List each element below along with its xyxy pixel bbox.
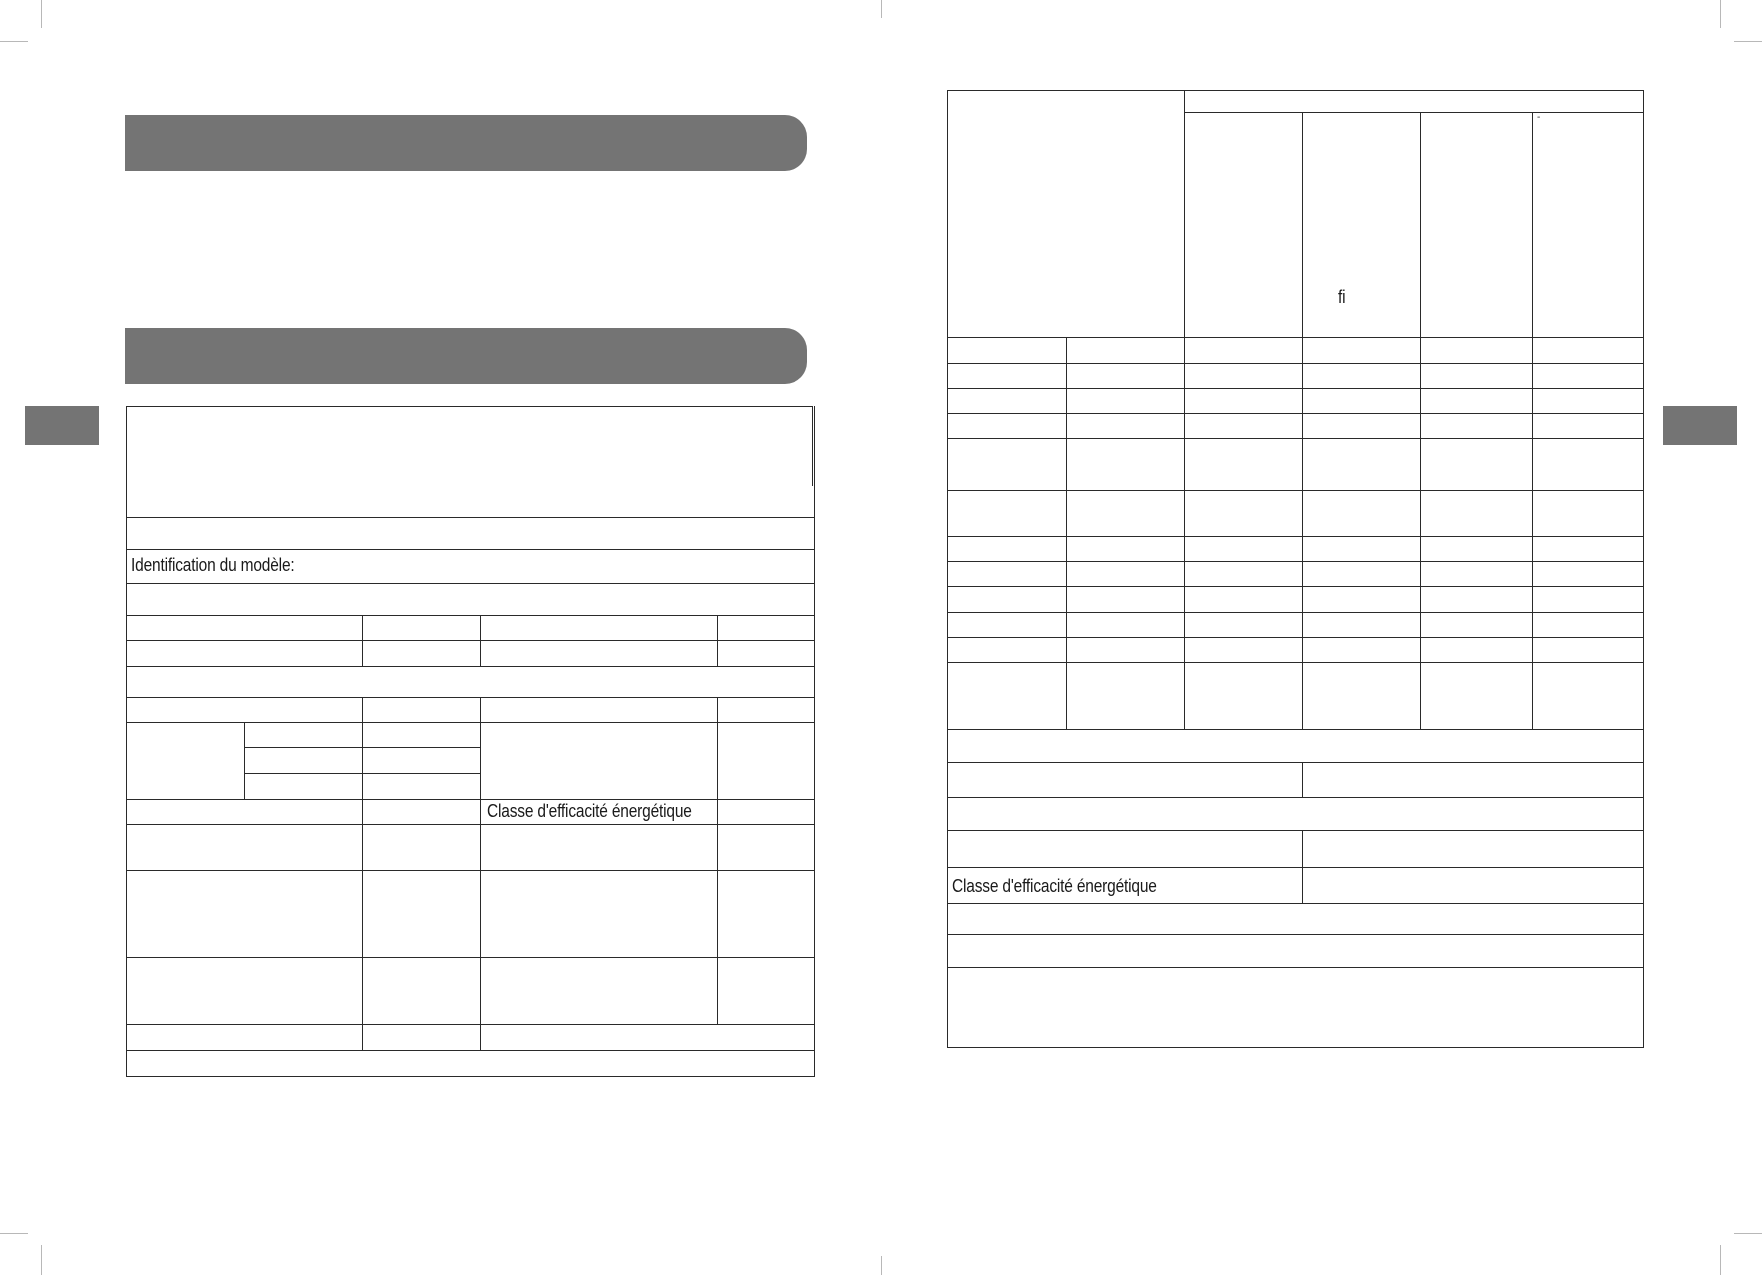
side-tab-right	[1663, 406, 1737, 445]
crop-mark	[1734, 41, 1762, 42]
side-tab-left	[25, 406, 99, 445]
energy-class-label: Classe d'efficacité énergétique	[487, 801, 692, 821]
crop-mark	[881, 1256, 882, 1275]
crop-mark	[0, 41, 28, 42]
header-glyph: fi	[1338, 287, 1346, 307]
section-header-bar	[125, 115, 807, 171]
model-identification-label: Identification du modèle:	[131, 555, 295, 575]
crop-mark	[881, 0, 882, 18]
crop-mark	[0, 1233, 28, 1234]
crop-mark	[41, 1245, 42, 1275]
crop-mark	[1720, 1245, 1721, 1275]
energy-class-label: Classe d'efficacité énergétique	[952, 876, 1157, 896]
section-header-bar	[125, 328, 807, 384]
crop-mark	[41, 0, 42, 28]
crop-mark	[1720, 0, 1721, 28]
crop-mark	[1734, 1233, 1762, 1234]
header-marker: -	[1537, 112, 1541, 123]
